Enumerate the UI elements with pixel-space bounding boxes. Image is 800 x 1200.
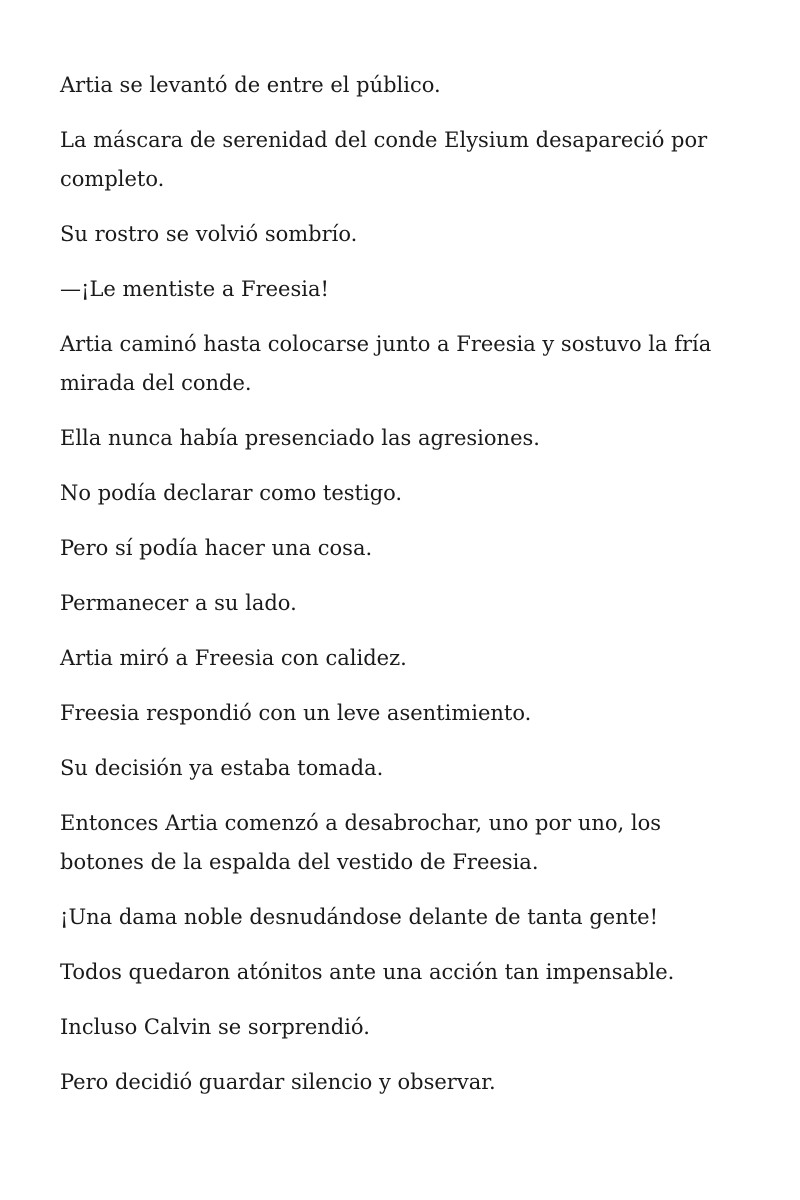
paragraph: —¡Le mentiste a Freesia! xyxy=(60,277,329,301)
paragraph: Pero decidió guardar silencio y observar. xyxy=(60,1070,496,1094)
paragraph: Su decisión ya estaba tomada. xyxy=(60,756,384,780)
paragraph: Entonces Artia comenzó a desabrochar, uno por uno, los botones de la espalda del vestido de Freesia. xyxy=(60,811,662,874)
paragraph: Ella nunca había presenciado las agresiones. xyxy=(60,426,540,450)
paragraph: Permanecer a su lado. xyxy=(60,591,297,615)
paragraph: Pero sí podía hacer una cosa. xyxy=(60,536,373,560)
paragraph: Artia se levantó de entre el público. xyxy=(60,73,441,97)
paragraph: La máscara de serenidad del conde Elysium desapareció por completo. xyxy=(60,128,708,191)
paragraph: Artia caminó hasta colocarse junto a Freesia y sostuvo la fría mirada del conde. xyxy=(60,332,712,395)
paragraph: Incluso Calvin se sorprendió. xyxy=(60,1015,370,1039)
paragraph: Su rostro se volvió sombrío. xyxy=(60,222,358,246)
paragraph: ¡Una dama noble desnudándose delante de tanta gente! xyxy=(60,905,659,929)
paragraph: Freesia respondió con un leve asentimiento. xyxy=(60,701,532,725)
paragraph: Artia miró a Freesia con calidez. xyxy=(60,646,407,670)
paragraph: Todos quedaron atónitos ante una acción tan impensable. xyxy=(60,960,675,984)
paragraph: No podía declarar como testigo. xyxy=(60,481,403,505)
